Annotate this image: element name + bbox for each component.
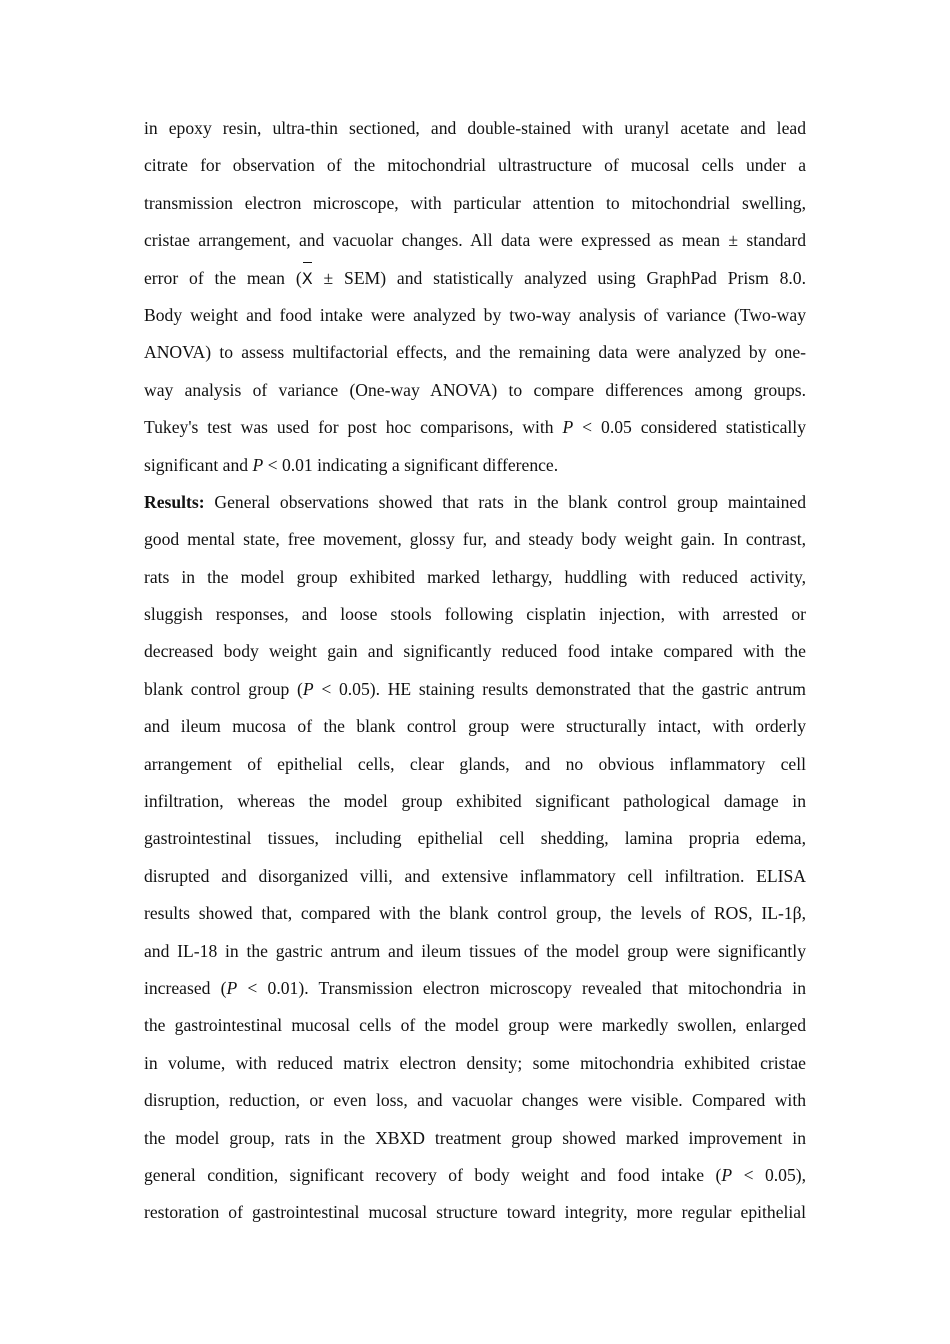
text-line: results showed that, compared with the blank control group, the levels of ROS, IL-1β,	[144, 903, 806, 924]
text-fragment: increased (	[144, 977, 227, 998]
text-fragment: blank control group (	[144, 678, 303, 699]
text-fragment: < 0.05),	[732, 1164, 806, 1185]
text-fragment: < 0.05). HE staining results demonstrated that the gastric antrum	[313, 678, 806, 699]
text-fragment: significant and	[144, 454, 253, 475]
text-line: cristae arrangement, and vacuolar changes. All data were expressed as mean ± standard	[144, 230, 806, 251]
p-value-symbol: P	[302, 678, 314, 699]
p-value-symbol: P	[562, 417, 574, 438]
text-line: and ileum mucosa of the blank control group were structurally intact, with orderly	[144, 716, 806, 737]
text-line: rats in the model group exhibited marked lethargy, huddling with reduced activity,	[144, 566, 806, 587]
text-line: way analysis of variance (One-way ANOVA) to compare differences among groups.	[144, 379, 806, 400]
text-line: in volume, with reduced matrix electron density; some mitochondria exhibited cristae	[144, 1052, 806, 1073]
text-line: the gastrointestinal mucosal cells of the model group were markedly swollen, enlarged	[144, 1015, 806, 1036]
text-fragment: error of the mean (	[144, 267, 302, 288]
p-value-symbol: P	[252, 454, 264, 475]
p-value-symbol: P	[226, 977, 238, 998]
text-fragment: < 0.05 considered statistically	[573, 417, 806, 438]
methods-paragraph	[144, 110, 806, 484]
text-line: citrate for observation of the mitochondrial ultrastructure of mucosal cells under a	[144, 155, 806, 176]
text-line: Body weight and food intake were analyzed by two-way analysis of variance (Two-way	[144, 304, 806, 325]
text-line: the model group, rats in the XBXD treatment group showed marked improvement in	[144, 1127, 806, 1148]
text-fragment: General observations showed that rats in the blank control group maintained	[204, 491, 806, 512]
text-line: arrangement of epithelial cells, clear glands, and no obvious inflammatory cell	[144, 753, 806, 774]
text-line: and IL-18 in the gastric antrum and ileum tissues of the model group were significantly	[144, 940, 806, 961]
text-line: disruption, reduction, or even loss, and vacuolar changes were visible. Compared with	[144, 1090, 806, 1111]
text-line: gastrointestinal tissues, including epithelial cell shedding, lamina propria edema,	[144, 828, 806, 849]
results-heading: Results:	[144, 491, 205, 512]
text-line: infiltration, whereas the model group exhibited significant pathological damage in	[144, 791, 806, 812]
text-line	[144, 447, 806, 484]
text-line: ANOVA) to assess multifactorial effects, and the remaining data were analyzed by one-	[144, 342, 806, 363]
text-line	[144, 1157, 806, 1194]
text-line	[144, 260, 806, 297]
text-line	[144, 484, 806, 521]
text-line: transmission electron microscope, with particular attention to mitochondrial swelling,	[144, 192, 806, 213]
text-fragment: ± SEM) and statistically analyzed using GraphPad Prism 8.0.	[312, 267, 807, 288]
document-page	[144, 110, 806, 1232]
text-line: disrupted and disorganized villi, and extensive inflammatory cell infiltration. ELISA	[144, 865, 806, 886]
text-line: restoration of gastrointestinal mucosal structure toward integrity, more regular epithelial	[144, 1202, 806, 1223]
text-line: decreased body weight gain and significantly reduced food intake compared with the	[144, 641, 806, 662]
text-fragment: < 0.01 indicating a significant difference.	[263, 454, 559, 475]
text-line: sluggish responses, and loose stools following cisplatin injection, with arrested or	[144, 604, 806, 625]
mean-symbol: X	[302, 260, 313, 297]
text-line	[144, 671, 806, 708]
text-line	[144, 409, 806, 446]
text-line	[144, 970, 806, 1007]
text-fragment: general condition, significant recovery of body weight and food intake (	[144, 1164, 722, 1185]
text-line: in epoxy resin, ultra-thin sectioned, and double-stained with uranyl acetate and lead	[144, 118, 806, 138]
text-fragment: < 0.01). Transmission electron microscopy revealed that mitochondria in	[237, 977, 806, 998]
p-value-symbol: P	[721, 1164, 733, 1185]
results-paragraph	[144, 484, 806, 1232]
text-line: good mental state, free movement, glossy fur, and steady body weight gain. In contrast,	[144, 529, 806, 550]
text-fragment: Tukey's test was used for post hoc comparisons, with	[144, 417, 563, 438]
